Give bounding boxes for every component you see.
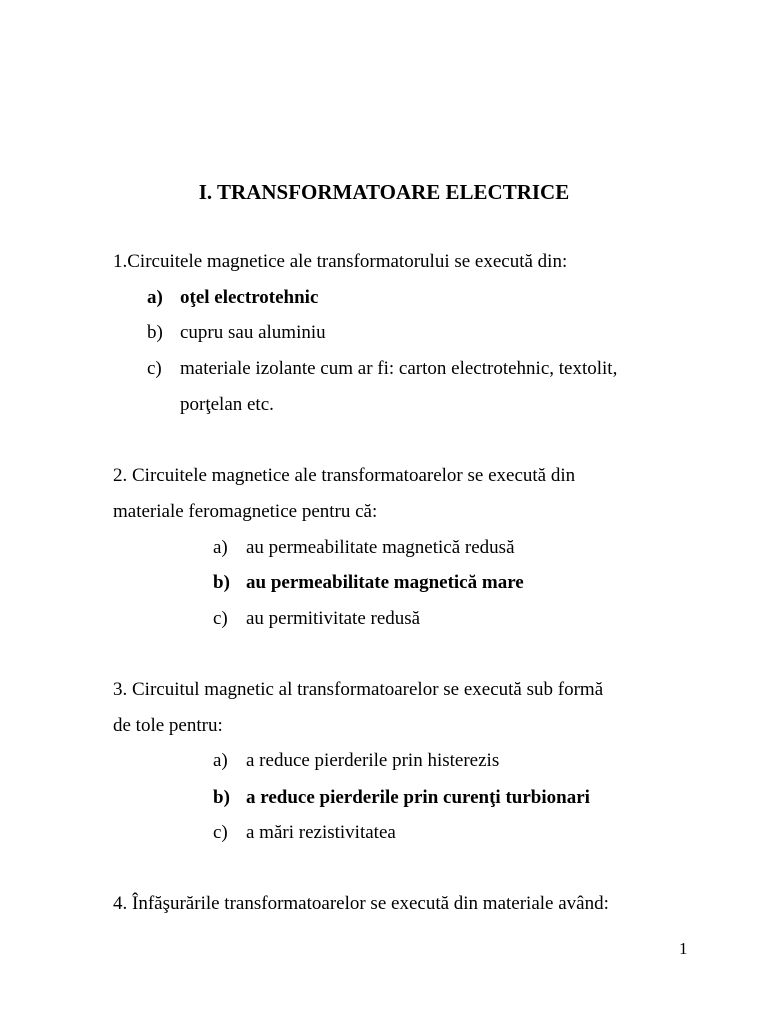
question-3-text-line-1: 3. Circuitul magnetic al transformatoarelor se execută sub formă: [113, 679, 604, 700]
option-marker: a): [213, 750, 228, 771]
option-marker: b): [213, 787, 230, 808]
question-2-text-line-2: materiale feromagnetice pentru că:: [113, 501, 378, 522]
option-text: oţel electrotehnic: [180, 287, 319, 308]
option-text: au permeabilitate magnetică mare: [246, 572, 524, 593]
option-text: materiale izolante cum ar fi: carton electrotehnic, textolit,: [180, 358, 618, 379]
option-marker: b): [147, 322, 163, 343]
option-marker: c): [213, 608, 228, 629]
question-3-text-line-2: de tole pentru:: [113, 715, 223, 736]
page-number: 1: [679, 939, 688, 958]
option-marker: a): [147, 287, 163, 308]
option-text: a reduce pierderile prin curenţi turbionari: [246, 787, 590, 808]
option-text: a reduce pierderile prin histerezis: [246, 750, 500, 771]
option-marker: a): [213, 537, 228, 558]
option-marker: b): [213, 572, 230, 593]
option-text: cupru sau aluminiu: [180, 322, 326, 343]
option-text: a mări rezistivitatea: [246, 822, 396, 843]
question-4-text: 4. Înfăşurările transformatoarelor se execută din materiale având:: [113, 893, 609, 914]
question-1-option-c-continuation: porţelan etc.: [180, 394, 274, 415]
option-marker: c): [213, 822, 228, 843]
page-title: I. TRANSFORMATOARE ELECTRICE: [198, 180, 570, 204]
question-1-text: 1.Circuitele magnetice ale transformatorului se execută din:: [113, 251, 568, 272]
question-2-text-line-1: 2. Circuitele magnetice ale transformatoarelor se execută din: [113, 465, 576, 486]
option-text: au permitivitate redusă: [246, 608, 421, 629]
option-marker: c): [147, 358, 162, 379]
option-text: au permeabilitate magnetică redusă: [246, 537, 515, 558]
